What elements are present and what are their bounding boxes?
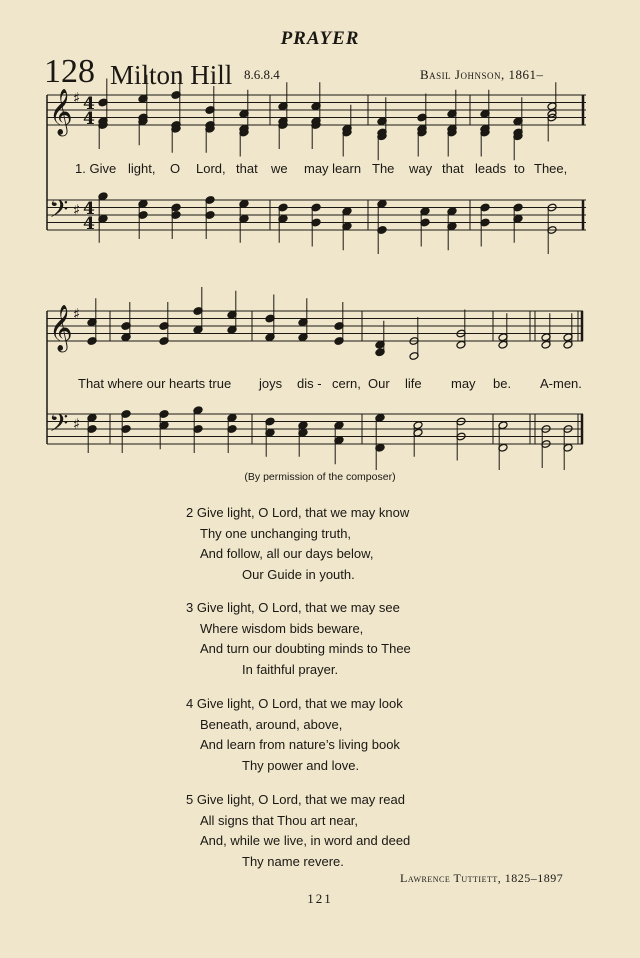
verse-line: And, while we live, in word and deed [200,833,411,848]
verse-line: Beneath, around, above, [200,716,343,732]
lyric-syllable: to [514,161,525,176]
key-signature: ♯ [73,415,81,433]
verse-line: In faithful prayer. [242,661,339,677]
verse-line: 5 Give light, O Lord, that we may read [186,792,405,807]
clef-symbol: 𝄞 [49,89,73,135]
key-signature: ♯ [73,201,81,219]
verse-line: 2 Give light, O Lord, that we may know [186,505,410,520]
time-signature: 4 [83,94,95,114]
lyric-syllable: cern, [332,376,361,391]
clef-symbol: 𝄢 [49,409,69,444]
composer: Basil Johnson, 1861– [420,67,544,82]
verse-line: Thy name revere. [242,853,344,869]
verse-4 [186,694,403,776]
verse-line: Thy power and love. [242,757,360,773]
lyric-syllable: Our [368,376,390,391]
permission-note: (By permission of the composer) [244,471,396,483]
verse-line: Thy one unchanging truth, [200,525,352,541]
lyric-syllable: The [372,161,395,176]
time-signature: 4 [83,109,95,129]
meter: 8.6.8.4 [244,67,280,82]
lyric-syllable: life [405,376,422,391]
lyric-syllable: 1. Give [75,161,117,176]
clef-symbol: 𝄞 [49,305,73,351]
lyric-syllable: Lord, [196,161,226,176]
lyric-syllable: leads [475,161,507,176]
verse-line: And follow, all our days below, [200,546,374,561]
verse-3 [186,598,411,680]
time-signature: 4 [83,214,95,234]
lyric-syllable: O [170,161,181,176]
lyric-syllable: light, [128,161,156,176]
lyric-syllable: that [236,161,258,176]
key-signature: ♯ [73,305,81,323]
lyric-syllable: dis - [297,376,322,391]
verse-line: And turn our doubting minds to Thee [200,641,411,656]
verse-line: Where wisdom bids beware, [200,620,364,636]
author: Lawrence Tuttiett, 1825–1897 [400,871,564,885]
verse-line: 4 Give light, O Lord, that we may look [186,696,403,711]
lyric-syllable: may [451,376,476,391]
music-score [0,0,640,470]
verse-2 [186,503,409,585]
verse-5 [186,790,410,872]
verse-line: 3 Give light, O Lord, that we may see [186,600,400,615]
lyric-syllable: may learn [304,161,362,176]
lyric-syllable: we [271,161,288,176]
lyric-syllable: Thee, [534,161,568,176]
key-signature: ♯ [73,89,81,107]
time-signature: 4 [83,199,95,219]
lyric-syllable: A-men. [540,376,582,391]
lyric-syllable: joys [259,376,283,391]
lyric-syllable: be. [493,376,512,391]
verse-line: All signs that Thou art near, [200,812,359,828]
lyric-syllable: way [409,161,433,176]
hymn-number: 128 [44,53,95,90]
lyric-syllable: That where our hearts true [78,376,232,391]
verse-line: Our Guide in youth. [242,566,355,582]
section-title: PRAYER [280,28,360,49]
verse-line: And learn from nature’s living book [200,737,400,752]
tune-name: Milton Hill [110,60,233,90]
lyric-syllable: that [442,161,464,176]
clef-symbol: 𝄢 [49,195,69,230]
page-number: 121 [307,891,333,906]
